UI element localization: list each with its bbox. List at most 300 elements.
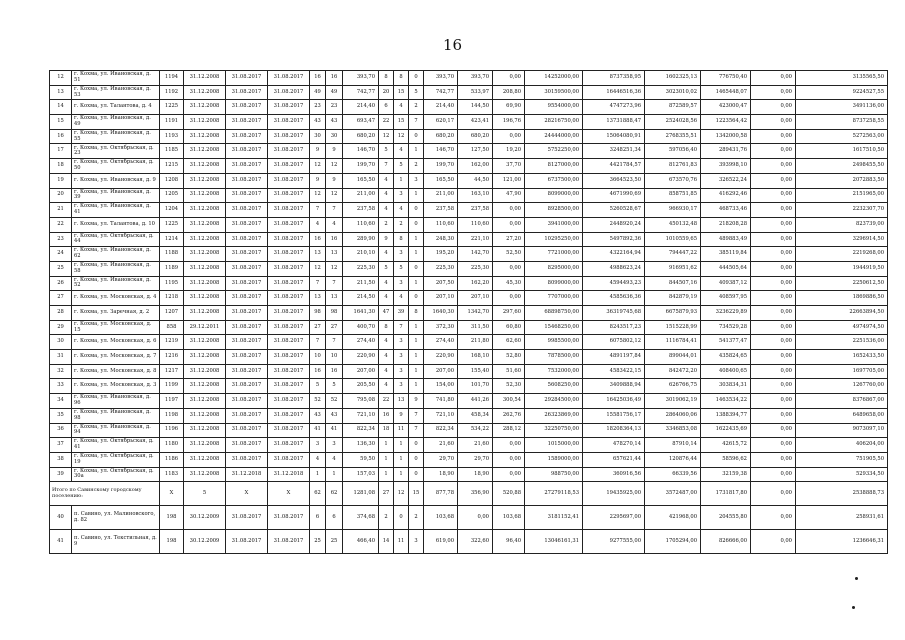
table-cell: 1 — [379, 452, 394, 467]
table-cell: 12 — [310, 261, 326, 276]
table-cell: 0 — [409, 203, 424, 218]
table-row — [50, 129, 888, 144]
table-cell: 5272563,00 — [796, 129, 888, 144]
table-cell: 0,00 — [751, 173, 796, 188]
table-cell: 2232307,70 — [796, 203, 888, 218]
table-cell: 27 — [326, 320, 343, 335]
table-cell: 1944919,50 — [796, 261, 888, 276]
table-cell: 5497892,36 — [583, 232, 645, 247]
table-cell: г. Кохма, ул. Октябрьская, д. 44 — [72, 232, 160, 247]
table-cell: 30159500,00 — [525, 85, 583, 100]
table-cell: 199,70 — [343, 159, 379, 174]
table-cell: 26323869,00 — [525, 408, 583, 423]
table-cell: 0,00 — [751, 350, 796, 365]
table-cell: 31.12.2008 — [184, 261, 226, 276]
table-cell: 29,70 — [458, 452, 493, 467]
table-cell: 1204 — [160, 203, 184, 218]
table-cell: 7721000,00 — [525, 247, 583, 262]
table-cell: 207,50 — [424, 276, 458, 291]
table-cell: 162,20 — [458, 276, 493, 291]
table-cell: 237,58 — [458, 203, 493, 218]
table-cell: 1199 — [160, 379, 184, 394]
table-cell: 6 — [326, 506, 343, 530]
table-cell: 0 — [409, 217, 424, 232]
table-cell: г. Кохма, ул. Заречная, д. 2 — [72, 306, 160, 321]
table-cell: 4671990,69 — [583, 188, 645, 203]
table-row — [50, 291, 888, 306]
table-cell: 31.08.2017 — [268, 364, 310, 379]
table-cell: 165,50 — [343, 173, 379, 188]
table-cell: 0,00 — [751, 159, 796, 174]
table-cell: 28 — [50, 306, 72, 321]
table-cell: 24444000,00 — [525, 129, 583, 144]
table-cell: 0 — [409, 71, 424, 86]
table-cell: 31.12.2008 — [184, 379, 226, 394]
table-cell: 31.08.2017 — [268, 291, 310, 306]
table-cell: 393,70 — [424, 71, 458, 86]
table-cell: 42615,72 — [701, 438, 751, 453]
table-cell: 372,30 — [424, 320, 458, 335]
table-cell: 29,70 — [424, 452, 458, 467]
table-cell: 146,70 — [343, 144, 379, 159]
table-cell: 31.12.2008 — [184, 423, 226, 438]
table-cell: 421968,00 — [645, 506, 701, 530]
table-cell: 3019062,19 — [645, 394, 701, 409]
table-cell: 31.08.2017 — [268, 159, 310, 174]
table-cell: 5 — [184, 482, 226, 506]
table-cell: 1 — [409, 144, 424, 159]
table-cell: 0 — [409, 261, 424, 276]
table-cell: 18208364,13 — [583, 423, 645, 438]
table-cell: 214,40 — [343, 100, 379, 115]
table-cell: 31.08.2017 — [226, 438, 268, 453]
table-cell: 1342000,58 — [701, 129, 751, 144]
table-cell: 31.12.2008 — [184, 467, 226, 482]
table-cell: 0,00 — [751, 129, 796, 144]
table-cell: 221,10 — [458, 232, 493, 247]
table-cell: 27,20 — [493, 232, 525, 247]
table-cell: 25 — [50, 261, 72, 276]
table-cell: 1640,30 — [424, 306, 458, 321]
table-cell: 289431,76 — [701, 144, 751, 159]
table-cell: 0 — [409, 452, 424, 467]
table-cell: 31.08.2017 — [226, 408, 268, 423]
table-cell: 39 — [394, 306, 409, 321]
table-row — [50, 350, 888, 365]
table-cell: 62 — [310, 482, 326, 506]
table-cell: 3941000,00 — [525, 217, 583, 232]
table-cell: 31.08.2017 — [226, 100, 268, 115]
table-cell: 3 — [394, 364, 409, 379]
table-cell: 1183 — [160, 467, 184, 482]
table-cell: 44,50 — [458, 173, 493, 188]
table-cell: 1281,08 — [343, 482, 379, 506]
table-cell: 31.12.2008 — [184, 144, 226, 159]
table-cell: 4583422,15 — [583, 364, 645, 379]
table-cell: 31.12.2008 — [184, 217, 226, 232]
table-cell: 31.08.2017 — [268, 203, 310, 218]
table-cell: 30.12.2009 — [184, 506, 226, 530]
table-cell: 9224527,55 — [796, 85, 888, 100]
table-cell: 142,70 — [458, 247, 493, 262]
table-cell: 98 — [310, 306, 326, 321]
table-cell: 13 — [326, 291, 343, 306]
table-cell: 9073097,10 — [796, 423, 888, 438]
table-cell: 6489658,00 — [796, 408, 888, 423]
table-cell: 4421784,57 — [583, 159, 645, 174]
table-cell: 27 — [50, 291, 72, 306]
table-cell: 0,00 — [751, 232, 796, 247]
table-cell: 225,30 — [424, 261, 458, 276]
table-cell: 59,50 — [343, 452, 379, 467]
table-cell: 0,00 — [751, 247, 796, 262]
table-cell: 27279118,53 — [525, 482, 583, 506]
table-cell: 3 — [394, 350, 409, 365]
table-cell: 31.08.2017 — [268, 423, 310, 438]
table-cell: 3023010,02 — [645, 85, 701, 100]
table-cell: 12 — [379, 129, 394, 144]
table-row — [50, 364, 888, 379]
table-cell: 144,50 — [458, 100, 493, 115]
table-cell: 40 — [50, 506, 72, 530]
table-cell: 7707000,00 — [525, 291, 583, 306]
table-cell: 16 — [379, 408, 394, 423]
table-cell: 31.08.2017 — [268, 71, 310, 86]
table-cell: 31.08.2017 — [268, 129, 310, 144]
table-cell: 4322164,94 — [583, 247, 645, 262]
table-cell: 31.08.2017 — [226, 379, 268, 394]
table-cell: 0,00 — [751, 364, 796, 379]
table-cell: 8 — [379, 71, 394, 86]
table-cell: 1 — [409, 379, 424, 394]
table-cell: 4974974,50 — [796, 320, 888, 335]
table-cell: 3346853,08 — [645, 423, 701, 438]
table-cell: 49 — [326, 85, 343, 100]
table-cell: 1225 — [160, 217, 184, 232]
table-cell: 31.08.2017 — [226, 306, 268, 321]
table-cell: 374,68 — [343, 506, 379, 530]
table-cell: 29.12.2011 — [184, 320, 226, 335]
table-cell: 31.12.2008 — [184, 438, 226, 453]
table-cell: 248,30 — [424, 232, 458, 247]
table-cell: 9 — [394, 408, 409, 423]
table-cell: 31.08.2017 — [226, 159, 268, 174]
table-row — [50, 85, 888, 100]
table-cell: 218208,28 — [701, 217, 751, 232]
table-cell: 409387,12 — [701, 276, 751, 291]
table-cell: 7 — [379, 159, 394, 174]
table-cell: 6675879,93 — [645, 306, 701, 321]
table-cell: 3248251,34 — [583, 144, 645, 159]
table-cell: 146,70 — [424, 144, 458, 159]
table-cell: 2524028,56 — [645, 115, 701, 130]
table-cell: 37 — [50, 438, 72, 453]
table-cell: 13 — [310, 291, 326, 306]
table-cell: 136,30 — [343, 438, 379, 453]
table-cell: г. Кохма, ул. Ивановская, д. 52 — [72, 276, 160, 291]
table-cell: 822,34 — [343, 423, 379, 438]
table-cell: 619,00 — [424, 530, 458, 554]
table-cell: 5 — [379, 261, 394, 276]
table-cell: 1697705,00 — [796, 364, 888, 379]
table-cell: 812761,83 — [645, 159, 701, 174]
table-cell: 0,00 — [493, 467, 525, 482]
table-cell: 0,00 — [751, 144, 796, 159]
table-cell: 657621,44 — [583, 452, 645, 467]
table-cell: 31.08.2017 — [268, 408, 310, 423]
table-cell: 326522,24 — [701, 173, 751, 188]
table-cell: 1 — [409, 364, 424, 379]
table-cell: 468733,46 — [701, 203, 751, 218]
table-cell: 5 — [394, 261, 409, 276]
table-cell: 43 — [310, 408, 326, 423]
table-cell: 1267760,00 — [796, 379, 888, 394]
table-cell: 31.08.2017 — [226, 364, 268, 379]
table-cell: 26 — [50, 276, 72, 291]
table-cell: 6 — [310, 506, 326, 530]
table-cell: 15064080,91 — [583, 129, 645, 144]
table-cell: 0,00 — [751, 423, 796, 438]
table-cell: 823739,00 — [796, 217, 888, 232]
table-cell: 4 — [379, 364, 394, 379]
table-cell: 356,90 — [458, 482, 493, 506]
table-cell: 0,00 — [751, 71, 796, 86]
table-cell: г. Кохма, ул. Ивановская, д. 94 — [72, 423, 160, 438]
table-cell: 1 — [394, 467, 409, 482]
table-cell: 31.12.2008 — [184, 276, 226, 291]
table-cell: 110,60 — [343, 217, 379, 232]
table-cell: 15 — [394, 115, 409, 130]
table-cell: 2448920,24 — [583, 217, 645, 232]
table-cell: 416292,46 — [701, 188, 751, 203]
table-cell: 31.12.2008 — [184, 291, 226, 306]
table-cell: 0,00 — [751, 482, 796, 506]
table-cell: 1652433,50 — [796, 350, 888, 365]
table-cell: 776750,40 — [701, 71, 751, 86]
table-cell: 0,00 — [751, 506, 796, 530]
table-cell: 29 — [50, 320, 72, 335]
table-cell: 3236229,89 — [701, 306, 751, 321]
table-cell: 4594493,23 — [583, 276, 645, 291]
table-cell: 16 — [326, 364, 343, 379]
table-cell: 8099000,00 — [525, 276, 583, 291]
table-cell: г. Кохма, ул. Октябрьская, д. 30а — [72, 467, 160, 482]
table-cell: 0,00 — [751, 530, 796, 554]
table-cell: 121,00 — [493, 173, 525, 188]
table-cell: 43 — [326, 408, 343, 423]
table-cell: 9 — [409, 394, 424, 409]
table-cell: 31.08.2017 — [268, 173, 310, 188]
table-cell: 0 — [409, 129, 424, 144]
table-cell: 195,20 — [424, 247, 458, 262]
table-cell: 1388394,77 — [701, 408, 751, 423]
table-cell: 8928500,00 — [525, 203, 583, 218]
table-cell: 62 — [326, 482, 343, 506]
table-cell: г. Кохма, ул. Октябрьская, д. 23 — [72, 144, 160, 159]
table-cell: 466,40 — [343, 530, 379, 554]
table-cell: 13 — [310, 247, 326, 262]
table-cell: 1 — [409, 247, 424, 262]
table-cell: 22 — [379, 394, 394, 409]
table-cell: 31.08.2017 — [268, 506, 310, 530]
margin-dot — [855, 577, 858, 580]
table-cell: 288,12 — [493, 423, 525, 438]
table-row — [50, 159, 888, 174]
table-cell: 1207 — [160, 306, 184, 321]
table-cell: 0 — [409, 438, 424, 453]
table-cell: 31.08.2017 — [226, 217, 268, 232]
table-cell: 1186 — [160, 452, 184, 467]
table-cell: 27 — [379, 482, 394, 506]
table-cell: 29284500,00 — [525, 394, 583, 409]
table-cell: 31.08.2017 — [268, 335, 310, 350]
table-cell: 4 — [379, 188, 394, 203]
table-row — [50, 188, 888, 203]
table-cell: 31.08.2017 — [226, 129, 268, 144]
table-cell: 1192 — [160, 85, 184, 100]
table-cell: 101,70 — [458, 379, 493, 394]
table-cell: 103,68 — [493, 506, 525, 530]
table-cell: 15468250,00 — [525, 320, 583, 335]
table-cell: 2295697,00 — [583, 506, 645, 530]
table-cell: 18 — [50, 159, 72, 174]
table-cell: 1617510,50 — [796, 144, 888, 159]
table-row — [50, 247, 888, 262]
table-cell: 751905,50 — [796, 452, 888, 467]
table-cell: 19,20 — [493, 144, 525, 159]
table-cell: 31.12.2008 — [184, 306, 226, 321]
table-cell: 7 — [326, 335, 343, 350]
table-cell: 45,30 — [493, 276, 525, 291]
table-cell: 16 — [310, 364, 326, 379]
table-cell: 52 — [310, 394, 326, 409]
table-cell: 3 — [326, 438, 343, 453]
table-cell: 51,60 — [493, 364, 525, 379]
table-cell: г. Кохма, ул. Ивановская, д. 53 — [72, 85, 160, 100]
table-cell: 154,00 — [424, 379, 458, 394]
table-cell: 0,00 — [751, 100, 796, 115]
table-cell: 2 — [409, 506, 424, 530]
table-cell: 520,88 — [493, 482, 525, 506]
table-cell: 1 — [409, 232, 424, 247]
table-cell: 1342,70 — [458, 306, 493, 321]
table-cell: 408597,95 — [701, 291, 751, 306]
table-cell: 4 — [394, 203, 409, 218]
table-cell: 741,80 — [424, 394, 458, 409]
table-cell: 4 — [379, 247, 394, 262]
table-cell: п. Савино, ул. Малиновского, д. 82 — [72, 506, 160, 530]
table-cell: 1194 — [160, 71, 184, 86]
table-cell: 534,22 — [458, 423, 493, 438]
table-cell: 237,58 — [424, 203, 458, 218]
table-cell: 842879,19 — [645, 291, 701, 306]
table-cell: 8737258,55 — [796, 115, 888, 130]
table-cell: 423,41 — [458, 115, 493, 130]
table-cell: 98 — [326, 306, 343, 321]
table-cell: 211,50 — [343, 276, 379, 291]
table-cell: г. Кохма, ул. Московская, д. 3 — [72, 379, 160, 394]
table-row — [50, 261, 888, 276]
table-cell: 4747273,96 — [583, 100, 645, 115]
table-cell: 12 — [326, 159, 343, 174]
table-cell: 32 — [50, 364, 72, 379]
table-cell: 12 — [326, 261, 343, 276]
table-cell: г. Кохма, ул. Талантова, д. 10 — [72, 217, 160, 232]
table-cell: г. Кохма, ул. Московская, д. 8 — [72, 364, 160, 379]
table-cell: 2 — [409, 159, 424, 174]
table-cell: г. Кохма, ул. Ивановская, д. 9 — [72, 173, 160, 188]
table-cell: 620,17 — [424, 115, 458, 130]
table-cell: 31.08.2017 — [268, 306, 310, 321]
table-cell: 489883,49 — [701, 232, 751, 247]
table-cell: 1 — [310, 467, 326, 482]
table-cell: 4 — [379, 350, 394, 365]
table-cell: 23 — [326, 100, 343, 115]
table-cell: 7 — [409, 408, 424, 423]
table-cell: 19 — [50, 173, 72, 188]
table-cell: 43 — [326, 115, 343, 130]
table-cell: 7 — [310, 203, 326, 218]
table-cell: 25 — [326, 530, 343, 554]
table-cell: 858751,85 — [645, 188, 701, 203]
table-row — [50, 71, 888, 86]
table-cell: 458,34 — [458, 408, 493, 423]
table-cell: 66339,56 — [645, 467, 701, 482]
table-cell: 3 — [394, 335, 409, 350]
table-cell: 31.12.2008 — [184, 173, 226, 188]
table-cell: 1 — [409, 276, 424, 291]
table-cell: 36 — [50, 423, 72, 438]
table-cell: 31.08.2017 — [268, 350, 310, 365]
table-cell: 1197 — [160, 394, 184, 409]
table-row — [50, 438, 888, 453]
table-cell: 4 — [379, 276, 394, 291]
table-cell: 30 — [310, 129, 326, 144]
table-cell: 31.08.2017 — [226, 115, 268, 130]
table-row — [50, 408, 888, 423]
table-cell: 0,00 — [751, 394, 796, 409]
table-cell: 2151965,00 — [796, 188, 888, 203]
table-cell: 0,00 — [751, 115, 796, 130]
table-cell: 211,00 — [424, 188, 458, 203]
table-cell: 31 — [50, 350, 72, 365]
table-cell: 1 — [379, 467, 394, 482]
table-cell: 262,76 — [493, 408, 525, 423]
table-cell: 393,70 — [458, 71, 493, 86]
table-cell: 52,80 — [493, 350, 525, 365]
table-cell: 31.08.2017 — [226, 261, 268, 276]
table-cell: 13 — [394, 394, 409, 409]
table-cell: 20 — [379, 85, 394, 100]
table-cell: 207,10 — [458, 291, 493, 306]
table-cell: 5 — [326, 379, 343, 394]
table-cell: 5260528,67 — [583, 203, 645, 218]
table-cell: 3409888,94 — [583, 379, 645, 394]
table-cell: 208,80 — [493, 85, 525, 100]
table-cell: 24 — [50, 247, 72, 262]
table-row — [50, 276, 888, 291]
table-row — [50, 115, 888, 130]
table-cell: 31.12.2018 — [226, 467, 268, 482]
table-cell: 0,00 — [751, 291, 796, 306]
table-cell: 225,30 — [458, 261, 493, 276]
table-cell: 14 — [379, 530, 394, 554]
table-cell: 1189 — [160, 261, 184, 276]
table-cell: 0 — [409, 467, 424, 482]
table-cell: 1180 — [160, 438, 184, 453]
table-cell: 3135565,50 — [796, 71, 888, 86]
table-cell: г. Кохма, ул. Ивановская, д. 55 — [72, 129, 160, 144]
